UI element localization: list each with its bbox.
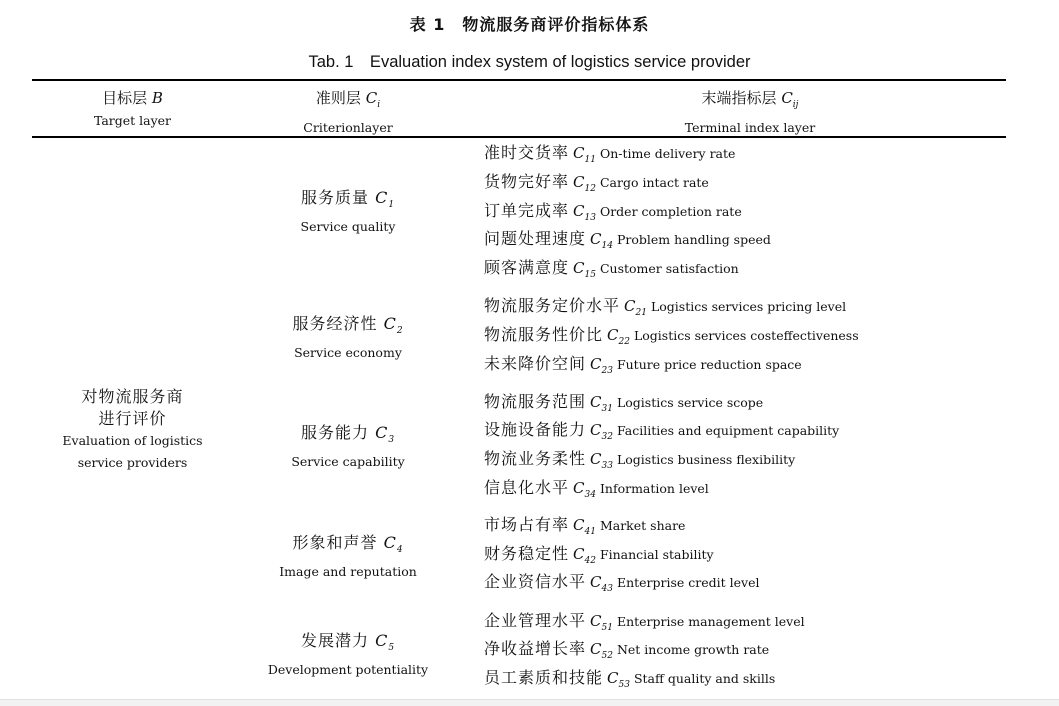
indicator-sub: 34 bbox=[584, 490, 596, 500]
indicator-var: C bbox=[590, 230, 602, 248]
indicator-zh: 信息化水平 bbox=[484, 478, 570, 497]
target-zh-line2: 进行评价 bbox=[98, 409, 167, 428]
indicator-row bbox=[484, 635, 769, 663]
target-en-line2: service providers bbox=[77, 455, 188, 470]
indicator-en: Customer satisfaction bbox=[599, 261, 739, 276]
indicator-en: Logistics services costeffectiveness bbox=[633, 328, 859, 343]
indicator-sub: 11 bbox=[584, 155, 596, 165]
indicator-var: C bbox=[590, 421, 602, 439]
indicator-var: C bbox=[573, 516, 585, 534]
indicator-en: Order completion rate bbox=[599, 204, 742, 219]
criterion-zh: 发展潜力 bbox=[300, 631, 369, 650]
criterion-zh: 服务经济性 bbox=[292, 314, 378, 333]
criterion-zh: 服务质量 bbox=[300, 188, 369, 207]
indicator-row bbox=[484, 445, 795, 473]
indicator-en: Cargo intact rate bbox=[599, 175, 709, 190]
indicator-var: C bbox=[573, 479, 585, 497]
header-criterion-var: C bbox=[365, 89, 378, 107]
indicator-row bbox=[484, 664, 775, 692]
header-terminal-sub: ij bbox=[792, 100, 799, 110]
indicator-sub: 14 bbox=[601, 241, 613, 251]
indicator-en: Problem handling speed bbox=[616, 232, 771, 247]
indicator-row bbox=[484, 350, 802, 378]
header-target-layer bbox=[40, 88, 225, 129]
indicator-en: Logistics service scope bbox=[616, 395, 764, 410]
indicator-en: On-time delivery rate bbox=[599, 146, 736, 161]
indicator-sub: 53 bbox=[618, 680, 630, 690]
indicator-row bbox=[484, 197, 742, 225]
indicator-var: C bbox=[624, 297, 636, 315]
indicator-row bbox=[484, 321, 859, 349]
indicator-en: Staff quality and skills bbox=[633, 671, 776, 686]
indicator-var: C bbox=[590, 355, 602, 373]
header-criterion-en: Criterionlayer bbox=[303, 120, 393, 135]
table-title-en: Tab. 1 Evaluation index system of logistics service provider bbox=[308, 53, 751, 71]
criterion-sub: 5 bbox=[388, 643, 396, 654]
header-terminal-zh: 末端指标层 bbox=[701, 89, 777, 107]
indicator-var: C bbox=[573, 173, 585, 191]
header-criterion-zh: 准则层 bbox=[315, 89, 361, 107]
indicator-zh: 货物完好率 bbox=[484, 172, 570, 191]
indicator-sub: 22 bbox=[618, 337, 630, 347]
indicator-zh: 财务稳定性 bbox=[484, 544, 570, 563]
indicator-row bbox=[484, 292, 846, 320]
indicator-var: C bbox=[573, 545, 585, 563]
criterion-zh: 形象和声誉 bbox=[292, 533, 378, 552]
indicator-row bbox=[484, 540, 714, 568]
indicator-sub: 51 bbox=[601, 623, 613, 633]
header-terminal-layer bbox=[560, 88, 940, 136]
criterion-en: Service quality bbox=[300, 219, 396, 235]
criterion-sub: 4 bbox=[396, 545, 404, 556]
criterion-var: C bbox=[383, 533, 397, 552]
criterion-sub: 3 bbox=[388, 435, 396, 446]
criterion-var: C bbox=[375, 631, 389, 650]
table-title-zh: 表 1 物流服务商评价指标体系 bbox=[409, 15, 650, 34]
indicator-row bbox=[484, 388, 763, 416]
criterion-sub: 2 bbox=[396, 326, 404, 337]
indicator-sub: 23 bbox=[601, 366, 613, 376]
header-criterion-layer bbox=[258, 88, 438, 136]
indicator-sub: 33 bbox=[601, 461, 613, 471]
table-header-rule bbox=[32, 136, 1006, 138]
criterion-en: Service economy bbox=[294, 345, 402, 361]
header-terminal-en: Terminal index layer bbox=[684, 120, 816, 135]
indicator-zh: 准时交货率 bbox=[484, 143, 570, 162]
indicator-zh: 企业资信水平 bbox=[484, 572, 587, 591]
indicator-var: C bbox=[590, 612, 602, 630]
criterion-en: Development potentiality bbox=[267, 662, 429, 678]
criterion-en: Service capability bbox=[291, 454, 405, 470]
indicator-en: Enterprise management level bbox=[616, 614, 805, 629]
indicator-en: Logistics services pricing level bbox=[650, 299, 847, 314]
indicator-row bbox=[484, 139, 735, 167]
criterion-cell bbox=[258, 186, 438, 237]
indicator-en: Net income growth rate bbox=[616, 642, 770, 657]
indicator-en: Facilities and equipment capability bbox=[616, 423, 840, 438]
indicator-sub: 13 bbox=[584, 213, 596, 223]
indicator-var: C bbox=[607, 326, 619, 344]
indicator-zh: 物流服务定价水平 bbox=[484, 296, 621, 315]
criterion-zh: 服务能力 bbox=[300, 423, 369, 442]
indicator-sub: 52 bbox=[601, 651, 613, 661]
criterion-var: C bbox=[383, 314, 397, 333]
indicator-sub: 12 bbox=[584, 184, 596, 194]
indicator-var: C bbox=[573, 202, 585, 220]
indicator-var: C bbox=[573, 144, 585, 162]
indicator-zh: 员工素质和技能 bbox=[484, 668, 604, 687]
indicator-row bbox=[484, 168, 709, 196]
header-target-var: B bbox=[151, 89, 163, 107]
indicator-row bbox=[484, 607, 805, 635]
indicator-en: Logistics business flexibility bbox=[616, 452, 796, 467]
header-criterion-sub: i bbox=[377, 100, 381, 110]
indicator-en: Financial stability bbox=[599, 547, 714, 562]
indicator-en: Future price reduction space bbox=[616, 357, 802, 372]
indicator-sub: 32 bbox=[601, 432, 613, 442]
indicator-row bbox=[484, 474, 709, 502]
indicator-sub: 42 bbox=[584, 556, 596, 566]
indicator-zh: 物流服务性价比 bbox=[484, 325, 604, 344]
indicator-var: C bbox=[590, 393, 602, 411]
target-layer-cell bbox=[40, 386, 225, 474]
indicator-sub: 15 bbox=[584, 270, 596, 280]
indicator-zh: 设施设备能力 bbox=[484, 420, 587, 439]
indicator-var: C bbox=[590, 573, 602, 591]
indicator-zh: 问题处理速度 bbox=[484, 229, 587, 248]
indicator-zh: 物流业务柔性 bbox=[484, 449, 587, 468]
criterion-cell bbox=[258, 312, 438, 363]
indicator-zh: 净收益增长率 bbox=[484, 639, 587, 658]
header-target-zh: 目标层 bbox=[102, 89, 148, 107]
criterion-var: C bbox=[375, 188, 389, 207]
indicator-zh: 订单完成率 bbox=[484, 201, 570, 220]
indicator-zh: 顾客满意度 bbox=[484, 258, 570, 277]
criterion-cell bbox=[258, 421, 438, 472]
criterion-cell bbox=[258, 629, 438, 680]
indicator-row bbox=[484, 254, 739, 282]
criterion-sub: 1 bbox=[388, 200, 396, 211]
indicator-zh: 市场占有率 bbox=[484, 515, 570, 534]
indicator-en: Market share bbox=[599, 518, 686, 533]
indicator-row bbox=[484, 416, 839, 444]
target-zh-line1: 对物流服务商 bbox=[81, 387, 184, 406]
indicator-sub: 41 bbox=[584, 527, 596, 537]
indicator-en: Enterprise credit level bbox=[616, 575, 760, 590]
criterion-en: Image and reputation bbox=[279, 564, 417, 580]
indicator-zh: 未来降价空间 bbox=[484, 354, 587, 373]
header-terminal-var: C bbox=[781, 89, 793, 107]
indicator-sub: 43 bbox=[601, 584, 613, 594]
indicator-var: C bbox=[590, 640, 602, 658]
indicator-sub: 31 bbox=[601, 404, 613, 414]
criterion-var: C bbox=[375, 423, 389, 442]
indicator-var: C bbox=[607, 669, 619, 687]
indicator-zh: 企业管理水平 bbox=[484, 611, 587, 630]
criterion-cell bbox=[258, 531, 438, 582]
indicator-row bbox=[484, 511, 685, 539]
indicator-row bbox=[484, 568, 760, 596]
indicator-sub: 21 bbox=[635, 308, 647, 318]
indicator-row bbox=[484, 225, 771, 253]
indicator-var: C bbox=[573, 259, 585, 277]
indicator-en: Information level bbox=[599, 481, 709, 496]
target-en-line1: Evaluation of logistics bbox=[62, 433, 203, 448]
table-top-rule bbox=[32, 79, 1006, 81]
indicator-zh: 物流服务范围 bbox=[484, 392, 587, 411]
header-target-en: Target layer bbox=[93, 113, 172, 128]
indicator-var: C bbox=[590, 450, 602, 468]
